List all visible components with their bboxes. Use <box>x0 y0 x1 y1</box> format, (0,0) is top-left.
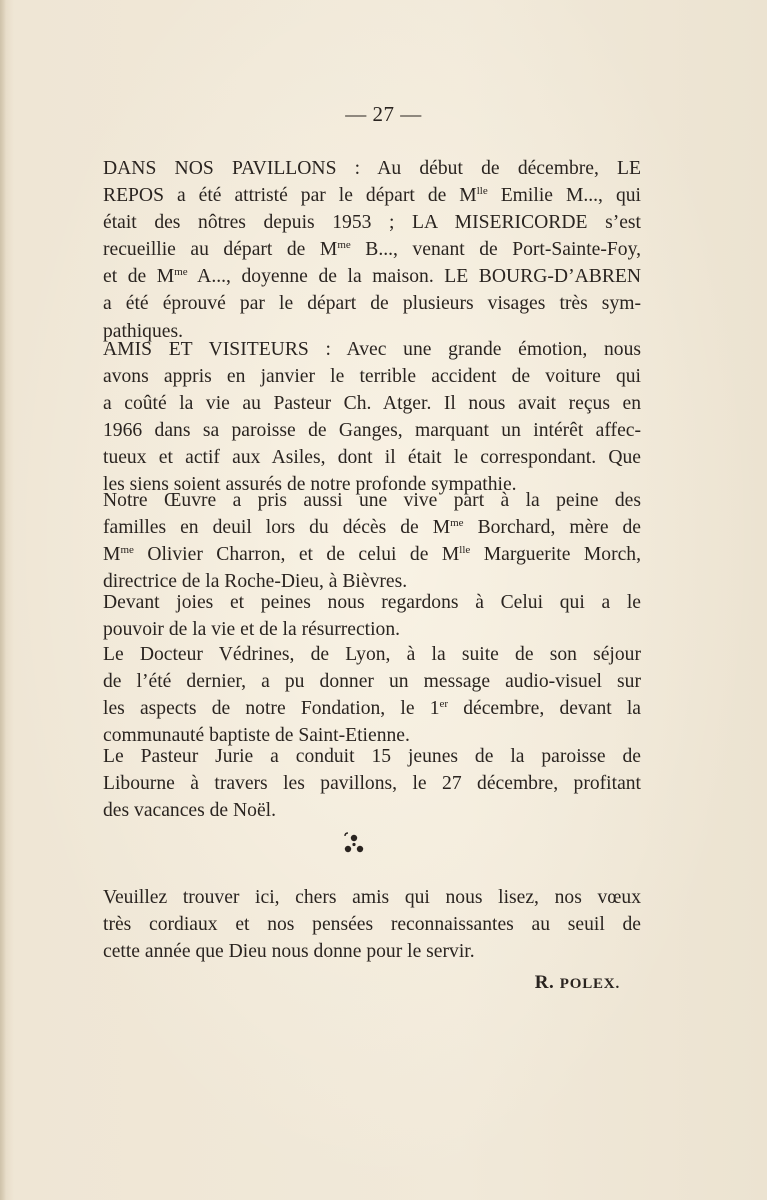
text-line: Notre Œuvre a pris aussi une vive part à la peine des <box>103 490 641 511</box>
text-line: REPOS a été attristé par le départ de $M^{lle}$ Emilie M..., qui <box>103 185 641 207</box>
text-line: et de $M^{me}$ A..., doyenne de la maison. LE BOURG-D’ABREN <box>103 266 642 288</box>
page-binding-edge <box>0 0 6 1200</box>
text-line: pathiques. <box>103 320 183 342</box>
text-line: Devant joies et peines nous regardons à Celui qui a le <box>103 592 641 613</box>
paragraph-devant-joies <box>103 589 641 643</box>
text-line: DANS NOS PAVILLONS : Au début de décembre, LE <box>103 158 641 179</box>
paragraph-pasteur-jurie <box>103 743 641 824</box>
text-line: très cordiaux et nos pensées reconnaissantes au seuil de <box>103 914 641 936</box>
page-number: — 27 — <box>345 102 422 126</box>
text-line: pouvoir de la vie et de la résurrection. <box>103 619 401 641</box>
signature-name: POLEX. <box>559 976 620 992</box>
text-line: Veuillez trouver ici, chers amis qui nous lisez, nos vœux <box>103 887 641 908</box>
text-line: 1966 dans sa paroisse de Ganges, marquant un intérêt affec- <box>103 420 641 442</box>
text-line: a coûté la vie au Pasteur Ch. Atger. Il nous avait reçus en <box>103 393 641 415</box>
text-line: avons appris en janvier le terrible accident de voiture qui <box>103 366 641 388</box>
text-line: $M^{me}$ Olivier Charron, et de celui de $M^{lle}$ Marguerite Morch, <box>103 544 641 566</box>
text-line: cette année que Dieu nous donne pour le servir. <box>103 941 475 963</box>
text-line: les siens soient assurés de notre profonde sympathie. <box>103 474 517 496</box>
paragraph-amis-et-visiteurs <box>103 336 641 499</box>
text-line: de l’été dernier, a pu donner un message audio-visuel sur <box>103 671 641 693</box>
paragraph-docteur-vedrines <box>103 641 641 749</box>
text-line: recueillie au départ de $M^{me}$ B..., venant de Port-Sainte-Foy, <box>103 239 642 261</box>
signature <box>535 972 620 994</box>
paragraph-dans-nos-pavillons <box>103 155 641 345</box>
text-line: a été éprouvé par le départ de plusieurs visages très sym- <box>103 293 641 315</box>
text-line: des vacances de Noël. <box>103 800 276 822</box>
fleuron-asterism-icon <box>342 832 366 856</box>
text-line: Le Pasteur Jurie a conduit 15 jeunes de la paroisse de <box>103 746 641 767</box>
paragraph-closing-wishes <box>103 884 641 965</box>
text-line: Libourne à travers les pavillons, le 27 décembre, profitant <box>103 773 641 795</box>
signature-initial: R. <box>534 972 555 993</box>
text-line: communauté baptiste de Saint-Etienne. <box>103 725 410 747</box>
paragraph-notre-oeuvre <box>103 487 641 595</box>
text-line: familles en deuil lors du décès de $M^{me}$ Borchard, mère de <box>103 517 641 539</box>
text-line: était des nôtres depuis 1953 ; LA MISERICORDE s’est <box>103 212 641 234</box>
text-line: AMIS ET VISITEURS : Avec une grande émotion, nous <box>103 339 641 360</box>
text-line: Le Docteur Védrines, de Lyon, à la suite de son séjour <box>103 644 641 665</box>
text-line: les aspects de notre Fondation, le 1er décembre, devant la <box>103 698 642 720</box>
text-line: tueux et actif aux Asiles, dont il était le correspondant. Que <box>103 447 641 469</box>
text-line: directrice de la Roche-Dieu, à Bièvres. <box>103 571 408 593</box>
